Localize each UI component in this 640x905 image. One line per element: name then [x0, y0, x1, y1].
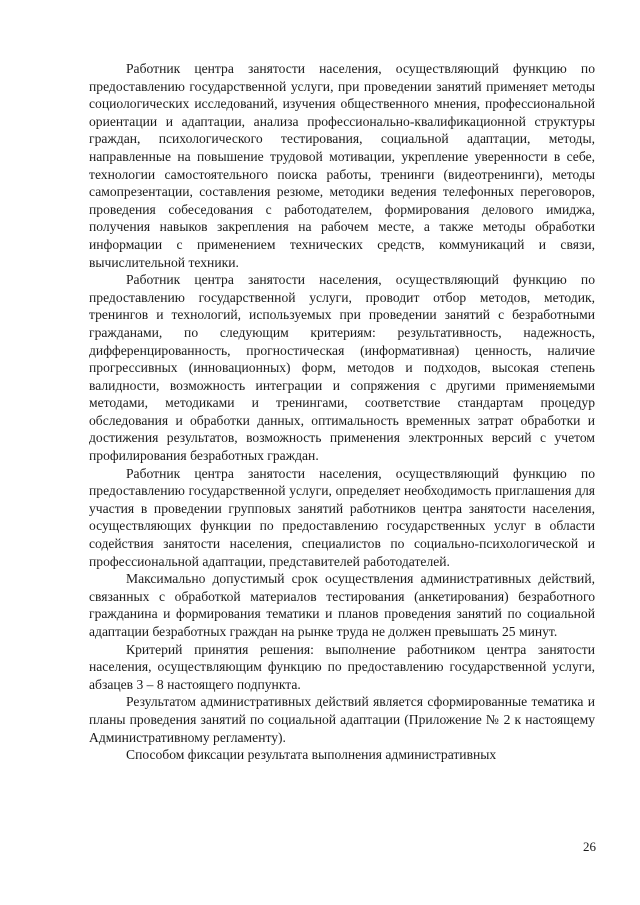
paragraph: Максимально допустимый срок осуществления административных действий, связанных с обработкой материалов тестирования (анкетирования) безработного гражданина и формирования тематики и планов проведения занятий по социальной адаптации безработных граждан на рынке труда не должен превышать 25 минут. [89, 571, 595, 639]
page-number: 26 [583, 839, 596, 854]
paragraph: Критерий принятия решения: выполнение работником центра занятости населения, осуществляющим функцию по предоставлению государственной услуги, абзацев 3 – 8 настоящего подпункта. [89, 641, 595, 692]
paragraph: Способом фиксации результата выполнения административных [126, 747, 497, 763]
paragraph: Работник центра занятости населения, осуществляющий функцию по предоставлению государственной услуги, определяет необходимость приглашения для участия в проведении групповых занятий работников центра занятости населения, осуществляющих функции по предоставлению государственных услуг в области содействия занятости населения, специалистов по социально-психологической и профессиональной адаптации, представителей работодателей. [89, 465, 595, 569]
paragraph: Работник центра занятости населения, осуществляющий функцию по предоставлению государственной услуги, проводит отбор методов, методик, тренингов и технологий, используемых при проведении занятий с безработными гражданами, по следующим критериям: результативность, надежность, дифференцированность, прогностическая (информативная) ценность, наличие прогрессивных (инновационных) форм, методов и подходов, высокая степень валидности, возможность интеграции и сопряжения с другими применяемыми методами, методиками и тренингами, соответствие стандартам процедур обследования и обработки данных, оптимальность временных затрат обработки и достижения результатов, возможность применения электронных версий с учетом профилирования безработных граждан. [89, 272, 595, 464]
body-text [89, 60, 595, 764]
paragraph: Результатом административных действий является сформированные тематика и планы проведения занятий по социальной адаптации (Приложение № 2 к настоящему Административному регламенту). [89, 694, 595, 745]
paragraph: Работник центра занятости населения, осуществляющий функцию по предоставлению государственной услуги, при проведении занятий применяет методы социологических исследований, изучения общественного мнения, профессиональной ориентации и адаптации, анализа профессионально-квалификационной структуры граждан, психологического тестирования, социальной адаптации, методы, направленные на повышение трудовой мотивации, укрепление уверенности в себе, технологии самостоятельного поиска работы, тренинги (видеотренинги), методы самопрезентации, составления резюме, методики ведения телефонных переговоров, проведения собеседования с работодателем, формирования делового имиджа, получения навыков закрепления на рабочем месте, а также методы обработки информации с применением технических средств, коммуникаций и связи, вычислительной техники. [89, 61, 595, 270]
